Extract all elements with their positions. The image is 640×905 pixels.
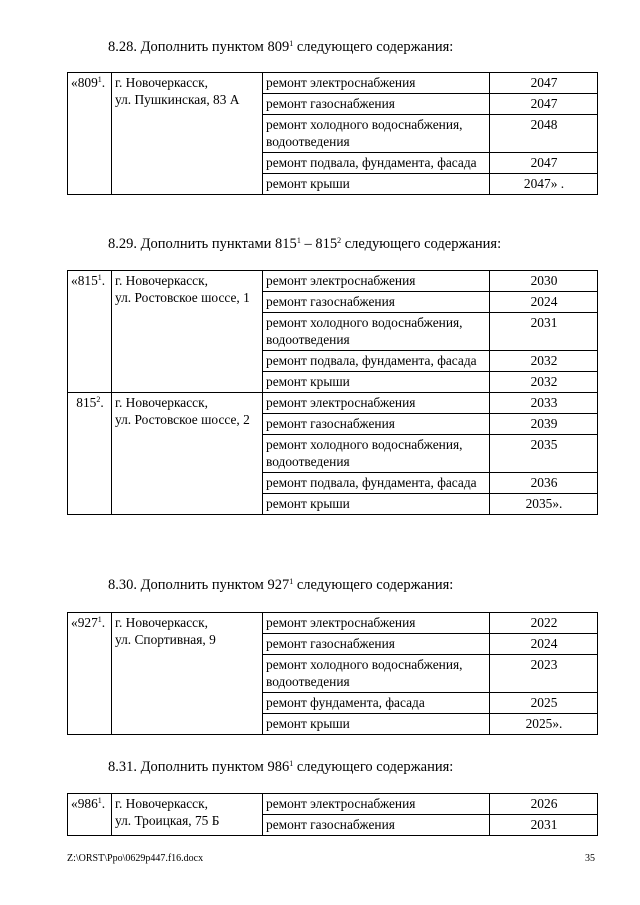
work-year: 2030 — [490, 271, 598, 292]
work-type: ремонт крыши — [263, 494, 490, 515]
section-heading: 8.29. Дополнить пунктами $815^1 - 815^2$ следующего содержания: — [108, 236, 502, 252]
address-cell: г. Новочеркасск, ул. Пушкинская, 83 А — [112, 73, 263, 195]
work-year: 2047 — [490, 73, 598, 94]
work-year: 2023 — [490, 655, 598, 693]
work-type: ремонт газоснабжения — [263, 634, 490, 655]
work-year: 2032 — [490, 351, 598, 372]
work-year: 2036 — [490, 473, 598, 494]
amendment-table — [67, 612, 598, 735]
work-type: ремонт электроснабжения — [263, 271, 490, 292]
address-cell: г. Новочеркасск, ул. Ростовское шоссе, 2 — [112, 393, 263, 515]
work-type: ремонт электроснабжения — [263, 73, 490, 94]
work-type: ремонт крыши — [263, 714, 490, 735]
table-row — [68, 393, 598, 414]
section-heading: 8.30. Дополнить пунктом $927^1$ следующего содержания: — [108, 577, 454, 593]
page-number: 35 — [585, 853, 595, 864]
item-number: $815^2$. — [68, 393, 112, 515]
section-heading: 8.28. Дополнить пунктом $809^1$ следующего содержания: — [108, 39, 454, 55]
work-year: 2047 — [490, 153, 598, 174]
item-number: «$809^1$. — [68, 73, 112, 195]
work-type: ремонт холодного водоснабжения, водоотведения — [263, 655, 490, 693]
work-year: 2031 — [490, 313, 598, 351]
work-type: ремонт холодного водоснабжения, водоотведения — [263, 115, 490, 153]
amendment-table — [67, 72, 598, 195]
work-type: ремонт подвала, фундамента, фасада — [263, 153, 490, 174]
address-cell: г. Новочеркасск, ул. Спортивная, 9 — [112, 613, 263, 735]
work-type: ремонт подвала, фундамента, фасада — [263, 351, 490, 372]
work-year: 2047 — [490, 94, 598, 115]
item-number: «$927^1$. — [68, 613, 112, 735]
work-year: 2022 — [490, 613, 598, 634]
work-type: ремонт фундамента, фасада — [263, 693, 490, 714]
work-year: 2025». — [490, 714, 598, 735]
work-type: ремонт крыши — [263, 372, 490, 393]
footer-file-path: Z:\ORST\Ppo\0629p447.f16.docx — [67, 853, 204, 864]
work-year: 2024 — [490, 292, 598, 313]
work-year: 2026 — [490, 794, 598, 815]
work-year: 2031 — [490, 815, 598, 836]
section-heading: 8.31. Дополнить пунктом $986^1$ следующего содержания: — [108, 759, 454, 775]
work-year: 2048 — [490, 115, 598, 153]
work-year: 2025 — [490, 693, 598, 714]
work-type: ремонт газоснабжения — [263, 292, 490, 313]
work-year: 2032 — [490, 372, 598, 393]
work-year: 2039 — [490, 414, 598, 435]
table-row — [68, 271, 598, 292]
amendment-table — [67, 793, 598, 836]
work-year: 2035». — [490, 494, 598, 515]
table-row — [68, 73, 598, 94]
work-year: 2033 — [490, 393, 598, 414]
work-type: ремонт подвала, фундамента, фасада — [263, 473, 490, 494]
address-cell: г. Новочеркасск, ул. Ростовское шоссе, 1 — [112, 271, 263, 393]
work-type: ремонт газоснабжения — [263, 414, 490, 435]
amendment-table — [67, 270, 598, 515]
item-number: «$986^1$. — [68, 794, 112, 836]
work-type: ремонт холодного водоснабжения, водоотведения — [263, 435, 490, 473]
work-type: ремонт газоснабжения — [263, 94, 490, 115]
work-type: ремонт крыши — [263, 174, 490, 195]
work-year: 2047» . — [490, 174, 598, 195]
work-year: 2024 — [490, 634, 598, 655]
table-row — [68, 794, 598, 815]
work-type: ремонт электроснабжения — [263, 794, 490, 815]
work-type: ремонт электроснабжения — [263, 613, 490, 634]
item-number: «$815^1$. — [68, 271, 112, 393]
work-type: ремонт электроснабжения — [263, 393, 490, 414]
work-year: 2035 — [490, 435, 598, 473]
table-row — [68, 613, 598, 634]
work-type: ремонт холодного водоснабжения, водоотведения — [263, 313, 490, 351]
address-cell: г. Новочеркасск, ул. Троицкая, 75 Б — [112, 794, 263, 836]
work-type: ремонт газоснабжения — [263, 815, 490, 836]
